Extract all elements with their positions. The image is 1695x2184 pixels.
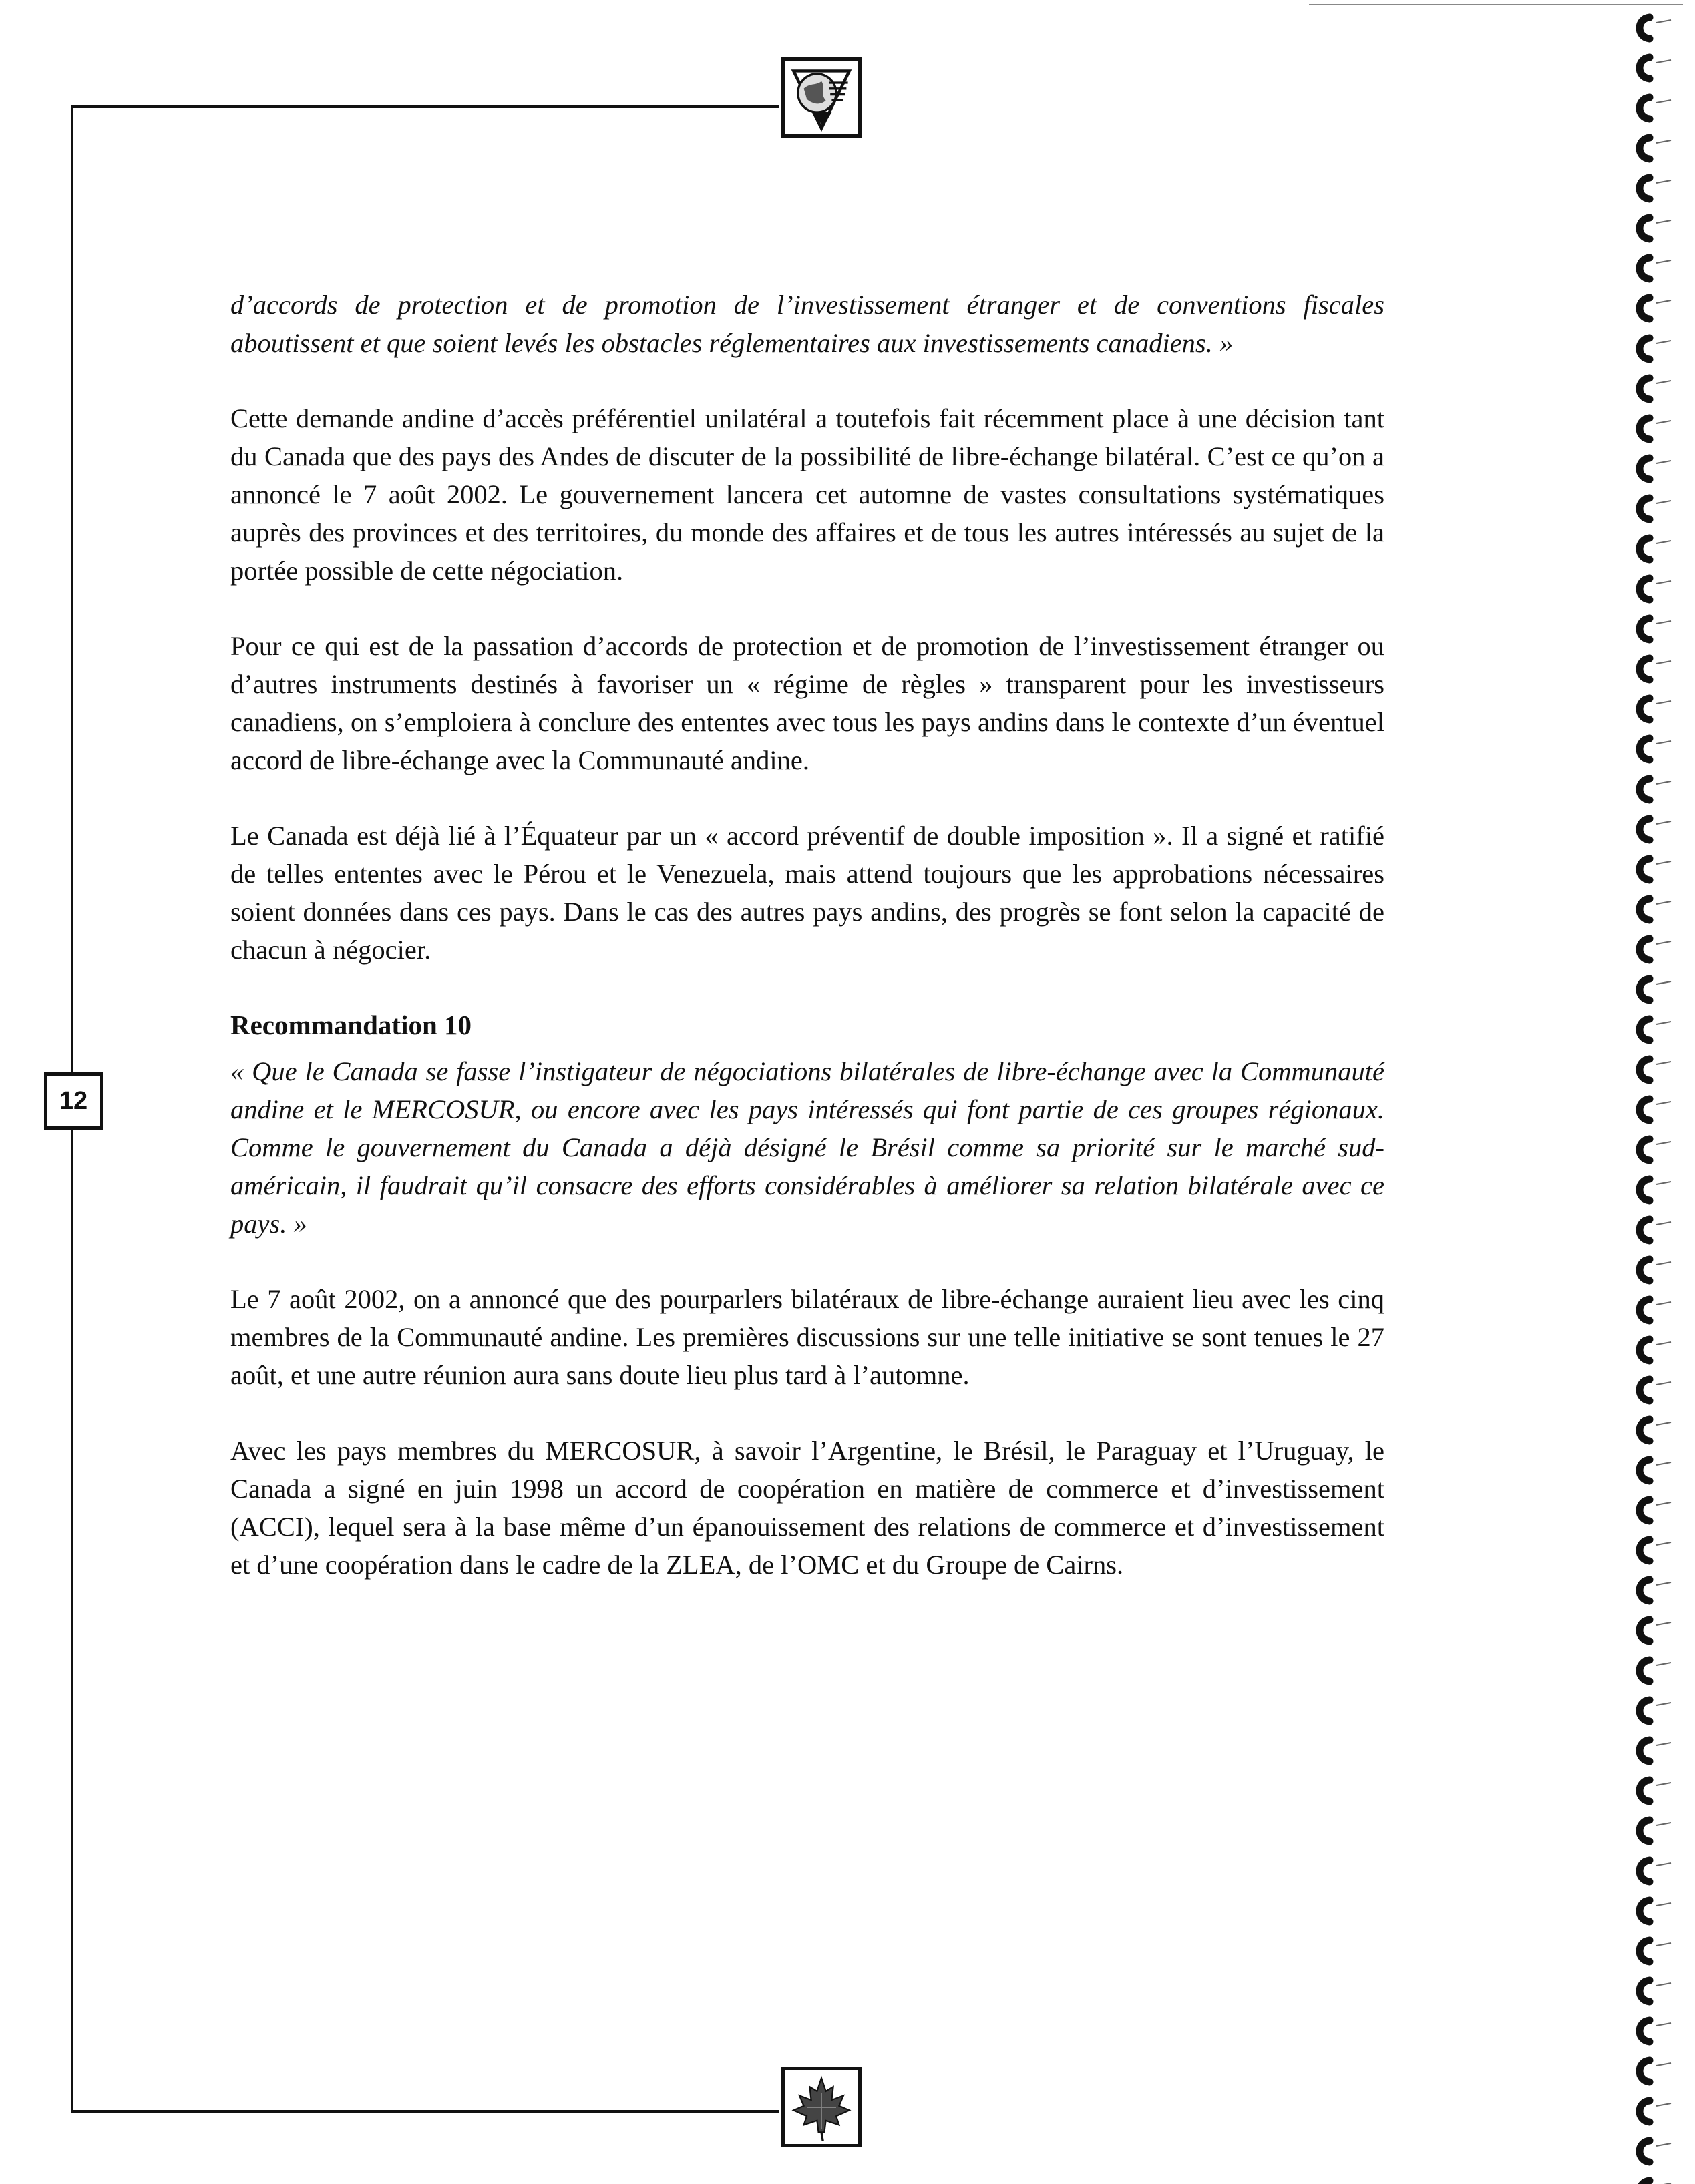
binding-ring [1640, 2141, 1650, 2162]
binding-ring-tail [1656, 1302, 1671, 1305]
binding-ring-tail [1656, 2063, 1671, 2066]
binding-ring [1640, 1099, 1650, 1120]
binding-ring [1640, 2020, 1650, 2042]
maple-leaf-icon [781, 2067, 862, 2147]
binding-ring [1640, 1540, 1650, 1561]
binding-ring-tail [1656, 621, 1671, 624]
binding-ring [1640, 1620, 1650, 1641]
binding-ring [1640, 658, 1650, 680]
binding-ring-tail [1656, 20, 1671, 23]
binding-ring-tail [1656, 1422, 1671, 1425]
binding-ring [1640, 1019, 1650, 1040]
binding-ring-tail [1656, 1342, 1671, 1345]
binding-ring-tail [1656, 341, 1671, 343]
binding-ring [1640, 378, 1650, 399]
binding-ring-tail [1656, 1022, 1671, 1024]
binding-ring [1640, 819, 1650, 840]
binding-ring-tail [1656, 661, 1671, 664]
binding-ring-tail [1656, 100, 1671, 103]
binding-ring-tail [1656, 1262, 1671, 1265]
binding-ring-tail [1656, 941, 1671, 944]
binding-ring-tail [1656, 1182, 1671, 1184]
binding-ring-tail [1656, 60, 1671, 63]
binding-ring [1640, 178, 1650, 199]
binding-ring-tail [1656, 901, 1671, 904]
document-body [230, 286, 1384, 1621]
binding-ring-tail [1656, 381, 1671, 383]
binding-ring [1640, 298, 1650, 319]
binding-ring-tail [1656, 461, 1671, 463]
binding-ring-tail [1656, 1983, 1671, 1986]
binding-ring-tail [1656, 1823, 1671, 1825]
paragraph: Pour ce qui est de la passation d’accords de protection et de promotion de l’investissement étranger ou d’autres instruments destinés à favoriser un « régime de règles » transparent pour les investisseurs canadiens, on s’emploiera à conclure des ententes avec tous les pays andins dans le contexte d’un éventuel accord de libre-échange avec la Communauté andine. [230, 631, 1384, 775]
binding-ring [1640, 1580, 1650, 1601]
binding-ring [1640, 138, 1650, 159]
binding-ring [1640, 1299, 1650, 1321]
binding-ring [1640, 1860, 1650, 1882]
binding-ring-tail [1656, 501, 1671, 503]
binding-ring [1640, 97, 1650, 119]
binding-ring [1640, 979, 1650, 1000]
frame-bottom-line [71, 2110, 779, 2113]
binding-ring-tail [1656, 1903, 1671, 1906]
binding-ring [1640, 1179, 1650, 1200]
binding-ring-tail [1656, 1542, 1671, 1545]
binding-ring [1640, 1460, 1650, 1481]
binding-ring-tail [1656, 1222, 1671, 1225]
binding-ring-tail [1656, 1582, 1671, 1585]
globe-emblem-icon [781, 57, 862, 138]
binding-ring-tail [1656, 1943, 1671, 1946]
section-heading: Recommandation 10 [230, 1010, 472, 1040]
page-number: 12 [44, 1072, 103, 1130]
binding-ring [1640, 498, 1650, 519]
binding-ring-tail [1656, 180, 1671, 183]
binding-ring-tail [1656, 220, 1671, 223]
binding-ring-tail [1656, 1622, 1671, 1625]
paragraph: Le Canada est déjà lié à l’Équateur par un « accord préventif de double imposition ». Il a signé et ratifié de telles ententes avec le Pérou et le Venezuela, mais attend toujours que les approbations nécessaires soient données dans ces pays. Dans le cas des autres pays andins, des progrès se font selon la capacité de chacun à négocier. [230, 821, 1384, 965]
binding-ring [1640, 1940, 1650, 1962]
binding-ring [1640, 1820, 1650, 1841]
paragraph: Le 7 août 2002, on a annoncé que des pourparlers bilatéraux de libre-échange auraient lieu avec les cinq membres de la Communauté andine. Les premières discussions sur une telle initiative se sont tenues le 27 août, et une autre réunion aura sans doute lieu plus tard à l’automne. [230, 1284, 1384, 1390]
binding-ring-tail [1656, 1502, 1671, 1505]
binding-ring [1640, 1740, 1650, 1761]
binding-ring-tail [1656, 1703, 1671, 1705]
binding-ring [1640, 1900, 1650, 1922]
binding-ring-tail [1656, 981, 1671, 984]
binding-ring [1640, 538, 1650, 560]
binding-ring [1640, 698, 1650, 720]
binding-ring-tail [1656, 1863, 1671, 1866]
recommendation-quote: « Que le Canada se fasse l’instigateur de négociations bilatérales de libre-échange avec la Communauté andine et le MERCOSUR, ou encore avec les pays intéressés qui font partie de ces groupes régionaux. Comme le gouvernement du Canada a déjà désigné le Brésil comme sa priorité sur le marché sud-américain, il faudrait qu’il consacre des efforts considérables à améliorer sa relation bilatérale avec ce pays. » [230, 1056, 1384, 1239]
binding-ring-tail [1656, 821, 1671, 824]
binding-ring-tail [1656, 260, 1671, 263]
binding-ring [1640, 2060, 1650, 2082]
binding-ring [1640, 578, 1650, 600]
binding-ring [1640, 1339, 1650, 1361]
binding-ring [1640, 738, 1650, 760]
binding-ring [1640, 258, 1650, 279]
binding-ring-tail [1656, 1743, 1671, 1745]
binding-ring-tail [1656, 1062, 1671, 1064]
binding-ring [1640, 1700, 1650, 1721]
frame-top-line [71, 105, 779, 108]
binding-ring-tail [1656, 2103, 1671, 2106]
binding-ring [1640, 859, 1650, 880]
binding-ring [1640, 1219, 1650, 1241]
binding-ring [1640, 418, 1650, 439]
binding-ring [1640, 939, 1650, 960]
binding-ring-tail [1656, 701, 1671, 704]
binding-ring [1640, 338, 1650, 359]
binding-ring-tail [1656, 1102, 1671, 1104]
binding-ring [1640, 1660, 1650, 1681]
paragraph: Cette demande andine d’accès préférentiel unilatéral a toutefois fait récemment place à une décision tant du Canada que des pays des Andes de discuter de la possibilité de libre-échange bilatéral. C’est ce qu’on a annoncé le 7 août 2002. Le gouvernement lancera cet automne de vastes consultations systématiques auprès des provinces et des territoires, du monde des affaires et de tous les autres intéressés au sujet de la portée possible de cette négociation. [230, 403, 1384, 586]
binding-ring [1640, 1419, 1650, 1441]
binding-ring-tail [1656, 2023, 1671, 2026]
binding-ring-tail [1656, 1382, 1671, 1385]
binding-ring [1640, 1500, 1650, 1521]
binding-ring [1640, 899, 1650, 920]
binding-ring-tail [1656, 2143, 1671, 2146]
quote-continuation: d’accords de protection et de promotion de l’investissement étranger et de conventions fiscales aboutissent et que soient levés les obstacles réglementaires aux investissements canadiens. » [230, 290, 1384, 358]
binding-ring [1640, 1780, 1650, 1801]
binding-ring [1640, 2181, 1650, 2184]
binding-ring [1640, 458, 1650, 479]
paragraph: Avec les pays membres du MERCOSUR, à savoir l’Argentine, le Brésil, le Paraguay et l’Uruguay, le Canada a signé en juin 1998 un accord de coopération en matière de commerce et d’investissement (ACCI), lequel sera à la base même d’un épanouissement des relations de commerce et d’investissement et d’une coopération dans le cadre de la ZLEA, de l’OMC et du Groupe de Cairns. [230, 1436, 1384, 1580]
binding-ring [1640, 1139, 1650, 1160]
binding-ring [1640, 1059, 1650, 1080]
binding-ring-tail [1656, 581, 1671, 584]
binding-ring-tail [1656, 1663, 1671, 1665]
binding-ring [1640, 1379, 1650, 1401]
binding-ring [1640, 1980, 1650, 2002]
scan-top-rule [1309, 4, 1683, 5]
binding-ring-tail [1656, 140, 1671, 143]
binding-ring-tail [1656, 1462, 1671, 1465]
binding-ring-tail [1656, 1783, 1671, 1785]
binding-ring-tail [1656, 781, 1671, 784]
spiral-binding [1630, 0, 1695, 2184]
binding-ring-tail [1656, 421, 1671, 423]
binding-ring-tail [1656, 300, 1671, 303]
binding-ring [1640, 779, 1650, 800]
binding-ring-tail [1656, 741, 1671, 744]
binding-ring [1640, 2101, 1650, 2122]
binding-ring-tail [1656, 541, 1671, 543]
binding-ring [1640, 618, 1650, 640]
binding-ring-tail [1656, 1142, 1671, 1144]
binding-ring [1640, 1259, 1650, 1281]
binding-ring [1640, 17, 1650, 39]
binding-ring [1640, 57, 1650, 79]
binding-ring-tail [1656, 861, 1671, 864]
binding-ring [1640, 218, 1650, 239]
